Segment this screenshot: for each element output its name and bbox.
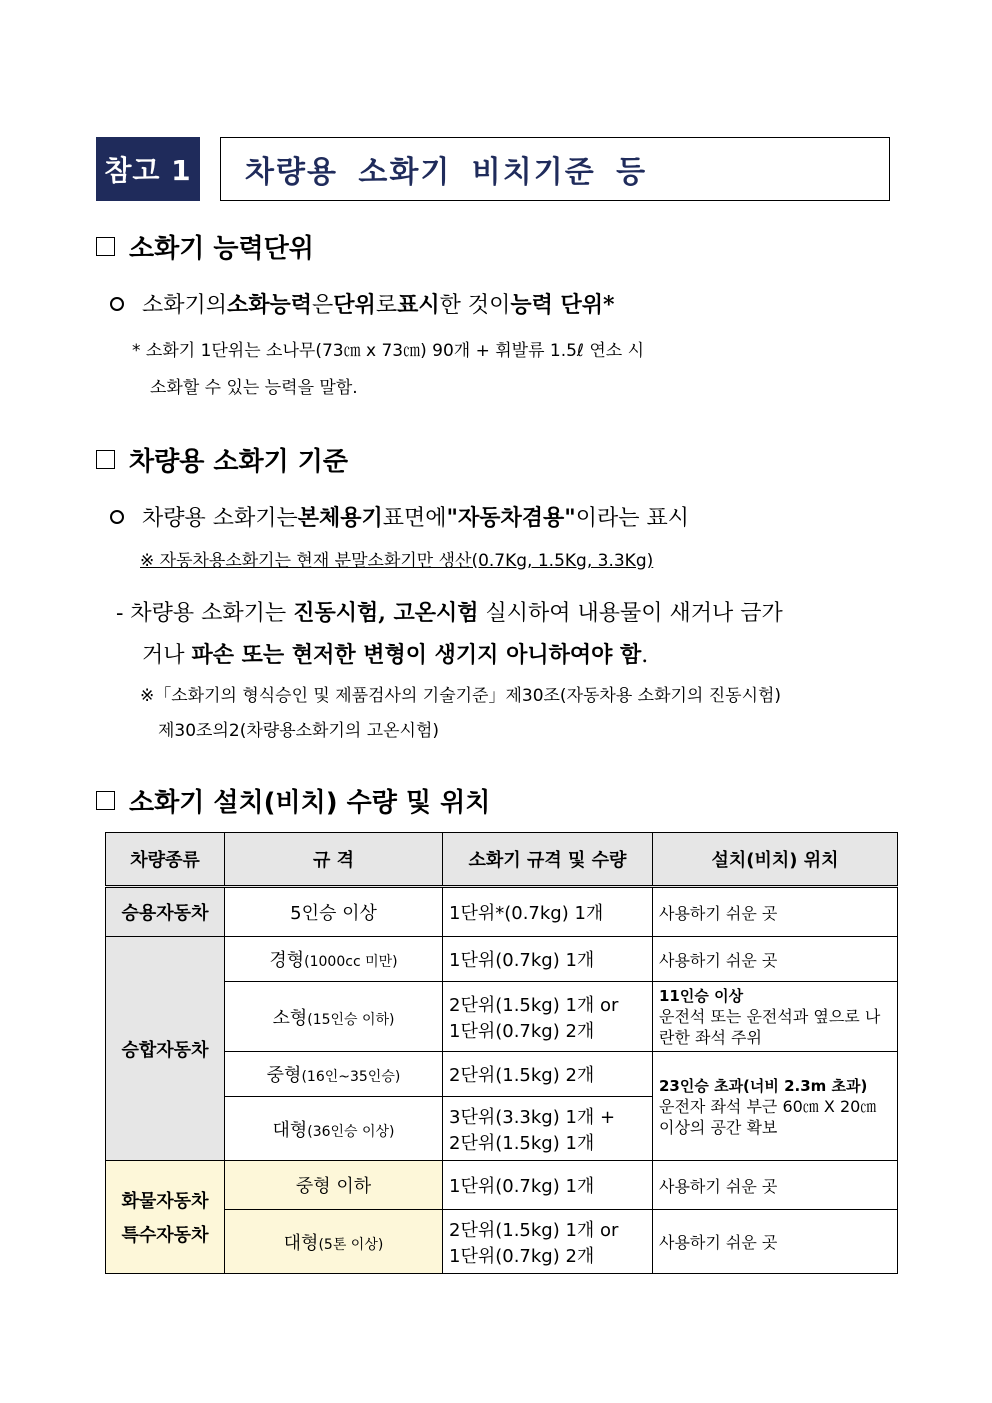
section-heading-capacity (96, 228, 314, 265)
table-row (106, 982, 898, 1052)
qty-line: 1단위(0.7kg) 2개 (449, 1020, 595, 1042)
regulation-ref-line2: 제30조의2(차량용소화기의 고온시험) (158, 721, 440, 741)
position-bold: 23인승 초과(너비 2.3m 초과) (659, 1076, 868, 1095)
bullet-circle-icon (110, 510, 124, 524)
qty-line: 2단위(1.5kg) 1개 or (449, 1219, 619, 1241)
bullet-circle-icon (110, 297, 124, 311)
header-vehicle-type: 차량종류 (106, 833, 225, 887)
spec-cell: 중형 이하 (225, 1161, 443, 1210)
qty-cell: 1단위(0.7kg) 1개 (443, 1161, 653, 1210)
spec-text: 경형 (269, 950, 305, 971)
category-truck (106, 1161, 225, 1274)
bold-text: 단위 (333, 292, 376, 318)
powder-note: ※ 자동차용소화기는 현재 분말소화기만 생산(0.7Kg, 1.5Kg, 3.3Kg) (140, 551, 654, 571)
qty-line: 2단위(1.5kg) 1개 (449, 1132, 595, 1154)
header-spec: 규 격 (225, 833, 443, 887)
spec-subtext: (5톤 이상) (318, 1236, 384, 1253)
qty-line: 1단위(0.7kg) 2개 (449, 1245, 595, 1267)
section-heading-text: 차량용 소화기 기준 (129, 447, 349, 477)
text: 표면에 (382, 506, 447, 531)
text: 로 (375, 293, 398, 318)
qty-cell (443, 1210, 653, 1274)
spec-text: 대형 (283, 1232, 319, 1254)
position-text: 운전자 좌석 부근 60㎝ X 20㎝ 이상의 공간 확보 (659, 1096, 877, 1137)
checkbox-square-icon (96, 237, 115, 256)
spec-subtext: (15인승 이하) (307, 1011, 395, 1028)
spec-cell (225, 1052, 443, 1097)
table-row (106, 1052, 898, 1097)
regulation-ref-line1: ※「소화기의 형식승인 및 제품검사의 기술기준」제30조(자동차용 소화기의 진동시험) (140, 686, 782, 706)
qty-cell: 2단위(1.5kg) 2개 (443, 1052, 653, 1097)
bold-text: 능력 단위* (510, 292, 615, 318)
capacity-note-line1: * 소화기 1단위는 소나무(73㎝ x 73㎝) 90개 + 휘발류 1.5ℓ 연소 시 (132, 341, 645, 361)
section-heading-text: 소화기 능력단위 (129, 234, 314, 264)
bold-text: 파손 또는 현저한 변형이 생기지 아니하여야 함 (191, 642, 642, 668)
spec-text: 소형 (272, 1007, 308, 1029)
bold-text: 본체용기 (297, 505, 383, 531)
spec-cell (225, 1210, 443, 1274)
vehicle-bullet (110, 501, 689, 532)
position-cell: 사용하기 쉬운 곳 (653, 1161, 898, 1210)
qty-cell (443, 1097, 653, 1161)
table-header-row (106, 833, 898, 887)
text: . (641, 643, 649, 668)
table-row (106, 1161, 898, 1210)
position-text: 운전석 또는 운전석과 옆으로 나란한 좌석 주위 (659, 1007, 881, 1047)
table-row (106, 887, 898, 937)
reference-badge (96, 137, 200, 201)
qty-cell: 1단위*(0.7kg) 1개 (443, 887, 653, 937)
text: - 차량용 소화기는 (116, 601, 294, 626)
checkbox-square-icon (96, 450, 115, 469)
checkbox-square-icon (96, 791, 115, 810)
section-heading-vehicle-standard (96, 441, 348, 478)
position-cell: 사용하기 쉬운 곳 (653, 1210, 898, 1274)
bold-text: 소화능력 (227, 292, 313, 318)
text: 거나 (142, 643, 192, 668)
title-box (220, 137, 890, 201)
spec-subtext: (36인승 이상) (307, 1123, 395, 1140)
text: 은 (312, 293, 334, 318)
header-position: 설치(비치) 위치 (653, 833, 898, 887)
test-requirement-line2 (142, 638, 648, 669)
category-line: 화물자동차 (121, 1191, 209, 1212)
position-bold: 11인승 이상 (659, 987, 744, 1005)
capacity-bullet (110, 288, 615, 319)
position-cell (653, 982, 898, 1052)
qty-line: 2단위(1.5kg) 1개 or (449, 994, 619, 1016)
text: 소화기의 (142, 293, 228, 318)
table-row (106, 1210, 898, 1274)
category-line: 특수자동차 (121, 1225, 209, 1246)
spec-subtext: (1000cc 미만) (304, 954, 398, 970)
spec-cell: 5인승 이상 (225, 887, 443, 937)
spec-cell (225, 1097, 443, 1161)
page-title: 차량용 소화기 비치기준 등 (245, 155, 648, 190)
text: 실시하여 내용물이 새거나 금가 (478, 601, 783, 626)
qty-line: 3단위(3.3kg) 1개 + (449, 1106, 616, 1128)
text: 차량용 소화기는 (142, 506, 298, 531)
bold-text: 표시 (397, 292, 440, 318)
reference-badge-label: 참고 1 (104, 154, 192, 187)
bold-text: 진동시험, 고온시험 (293, 600, 479, 626)
category-passenger: 승용자동차 (106, 887, 225, 937)
spec-cell (225, 982, 443, 1052)
test-requirement-line1 (116, 596, 783, 627)
qty-cell (443, 982, 653, 1052)
text: 이라는 표시 (575, 506, 689, 531)
table-row (106, 937, 898, 982)
section-heading-installation (96, 782, 490, 819)
section-heading-text: 소화기 설치(비치) 수량 및 위치 (129, 788, 491, 818)
position-cell: 사용하기 쉬운 곳 (653, 887, 898, 937)
spec-cell (225, 937, 443, 982)
qty-cell: 1단위(0.7kg) 1개 (443, 937, 653, 982)
installation-table (105, 832, 897, 1274)
header-qty: 소화기 규격 및 수량 (443, 833, 653, 887)
category-van: 승합자동차 (106, 937, 225, 1161)
position-cell (653, 1052, 898, 1161)
capacity-note-line2: 소화할 수 있는 능력을 말함. (150, 378, 358, 398)
bold-text: "자동차겸용" (446, 505, 576, 531)
text: 한 것이 (439, 293, 511, 318)
spec-text: 중형 (266, 1065, 302, 1086)
spec-text: 대형 (272, 1119, 308, 1141)
spec-subtext: (16인~35인승) (301, 1069, 401, 1085)
position-cell: 사용하기 쉬운 곳 (653, 937, 898, 982)
